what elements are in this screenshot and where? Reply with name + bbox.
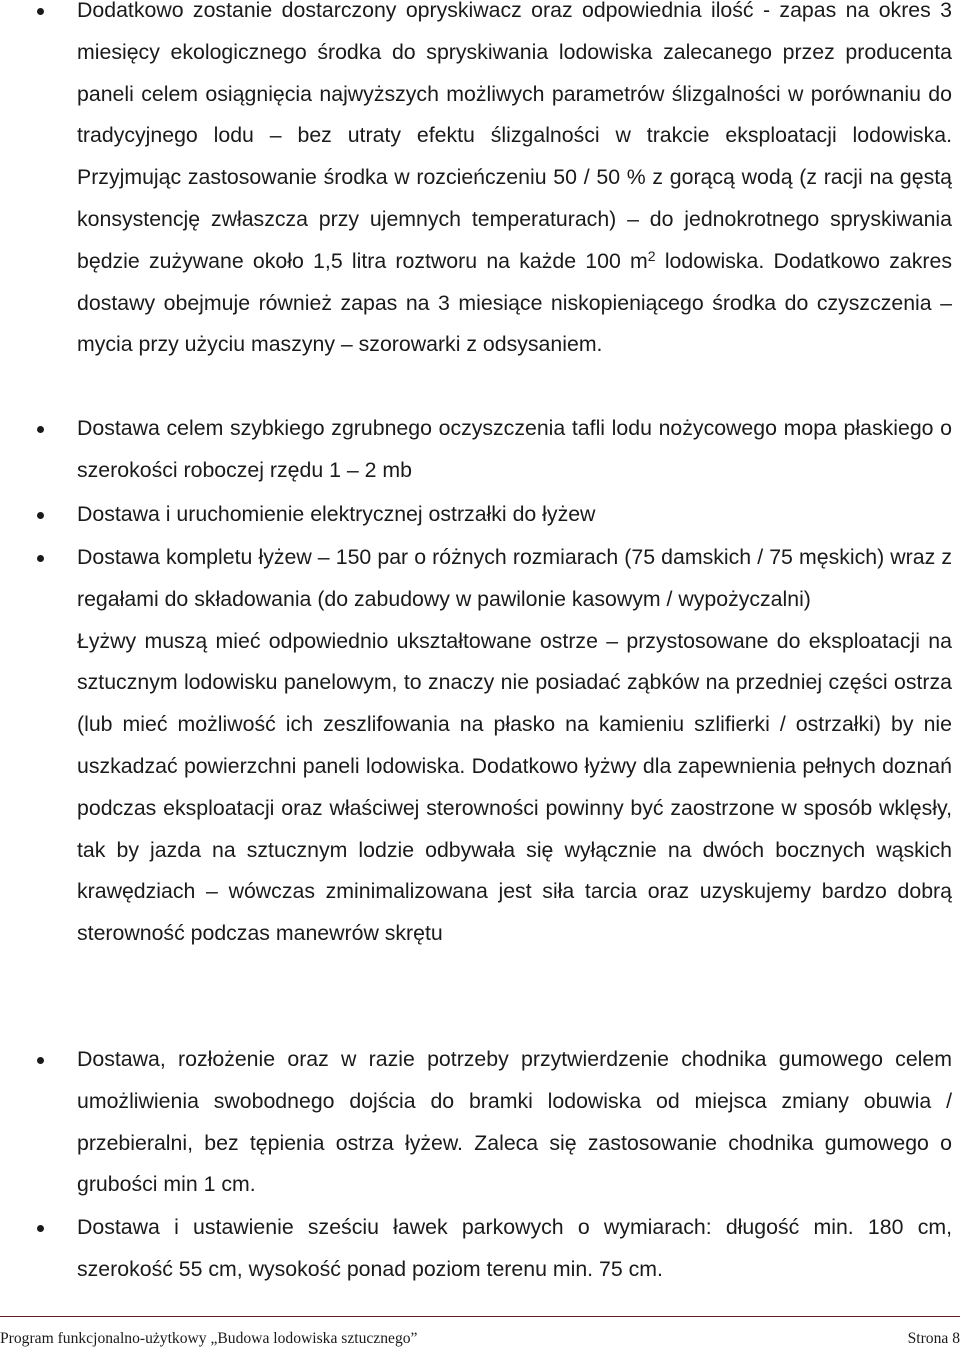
list-item [0,408,960,492]
superscript: 2 [647,247,656,264]
footer-page-number: Strona 8 [907,1330,960,1347]
list-item [0,1039,960,1206]
list-item [0,0,960,366]
paragraph-mop: Dostawa celem szybkiego zgrubnego oczyszczenia tafli lodu nożycowego mopa płaskiego o szerokości roboczej rzędu 1 – 2 mb [77,416,952,482]
paragraph-skates: Dostawa kompletu łyżew – 150 par o różnych rozmiarach (75 damskich / 75 męskich) wraz z regałami do składowania (do zabudowy w pawilonie kasowym / wypożyczalni) [77,545,952,611]
bullet-icon [37,426,44,433]
paragraph-sprayer [77,0,952,366]
footer-title: Program funkcjonalno-użytkowy „Budowa lodowiska sztucznego” [0,1330,418,1347]
paragraph-text-tail: lodowiska. Dodatkowo zakres dostawy obejmuje również zapas na 3 miesiące niskopieniącego środka do czyszczenia – mycia przy użyciu maszyny – szorowarki z odsysaniem. [77,248,952,357]
bullet-icon [37,555,44,562]
paragraph-skates-continuation: Łyżwy muszą mieć odpowiednio ukształtowane ostrze – przystosowane do eksploatacji na sztucznym lodowisku panelowym, to znaczy nie posiadać ząbków na przedniej części ostrza (lub mieć możliwość ich zeszlifowania na płasko na kamieniu szlifierki / ostrzałki) by nie uszkadzać powierzchni paneli lodowiska. Dodatkowo łyżwy dla zapewnienia pełnych doznań podczas eksploatacji oraz właściwej sterowności powinny być zaostrzone w sposób wklęsły, tak by jazda na sztucznym lodzie odbywała się wyłącznie na dwóch bocznych wąskich krawędziach – wówczas zminimalizowana jest siła tarcia oraz uzyskujemy bardzo dobrą sterowność podczas manewrów skrętu [77,628,952,946]
bullet-icon [37,1225,44,1232]
bullet-icon [37,8,44,15]
list-item [0,494,960,536]
list-item [0,537,960,955]
paragraph-benches: Dostawa i ustawienie sześciu ławek parkowych o wymiarach: długość min. 180 cm, szerokość 55 cm, wysokość ponad poziom terenu min. 75 cm. [77,1215,952,1281]
paragraph-text: Dodatkowo zostanie dostarczony opryskiwacz oraz odpowiednia ilość - zapas na okres 3 miesięcy ekologicznego środka do spryskiwania lodowiska zalecanego przez producenta paneli celem osiągnięcia najwyższych możliwych parametrów ślizgalności w porównaniu do tradycyjnego lodu – bez utraty efektu ślizgalności w trakcie eksploatacji lodowiska. Przyjmując zastosowanie środka w rozcieńczeniu 50 / 50 % z gorącą wodą (z racji na gęstą konsystencję zwłaszcza przy ujemnych temperaturach) – do jednokrotnego spryskiwania będzie zużywane około 1,5 litra roztworu na każde 100 m [77,0,952,273]
paragraph-sharpener: Dostawa i uruchomienie elektrycznej ostrzałki do łyżew [77,502,596,526]
list-item [0,1207,960,1291]
paragraph-rubber-mat: Dostawa, rozłożenie oraz w razie potrzeby przytwierdzenie chodnika gumowego celem umożliwienia swobodnego dojścia do bramki lodowiska od miejsca zmiany obuwia / przebieralni, bez tępienia ostrza łyżew. Zaleca się zastosowanie chodnika gumowego o grubości min 1 cm. [77,1047,952,1197]
bullet-icon [37,1057,44,1064]
bullet-icon [37,512,44,519]
page-footer [0,1316,960,1348]
